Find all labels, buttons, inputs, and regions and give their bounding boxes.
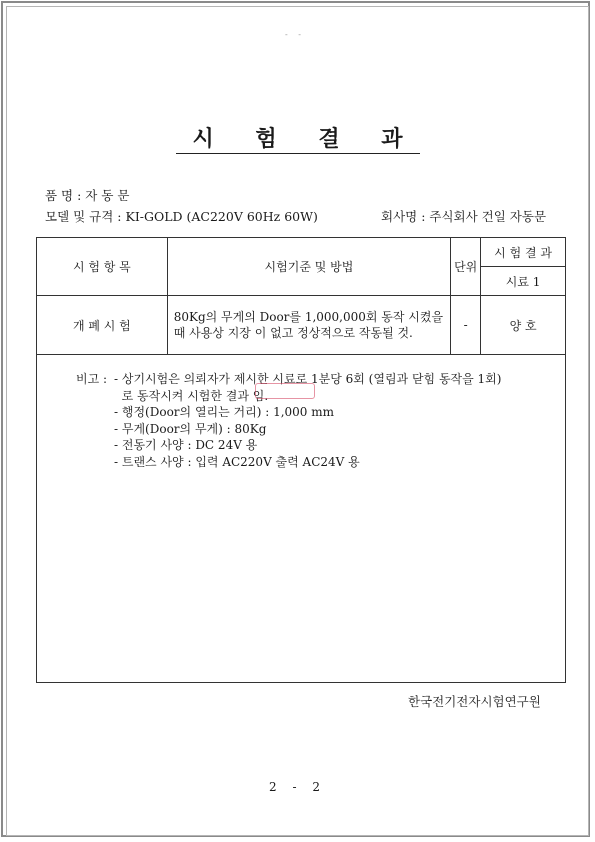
- remarks-item-5: - 트랜스 사양 : 입력 AC220V 출력 AC24V 용: [114, 454, 360, 469]
- organization-name: 한국전기전자시험연구원: [408, 694, 541, 709]
- remarks-item-1-line-b: 로 동작시켜 시험한 결과 임.: [114, 388, 269, 403]
- table-header-row: [37, 238, 566, 267]
- remarks-item-1-line-a: - 상기시험은 의뢰자가 제시한 시료로 1분당 6회 (열림과 닫힘 동작을 1회): [114, 372, 502, 386]
- remarks-item-2: - 행정(Door의 열리는 거리) : 1,000 mm: [114, 405, 335, 419]
- header-test-method: 시험기준 및 방법: [167, 238, 450, 296]
- header-unit: 단위: [451, 238, 481, 296]
- cell-test-method: 80Kg의 무게의 Door를 1,000,000회 동작 시켰을 때 사용상 지장 이 없고 정상적으로 작동될 것.: [167, 296, 450, 355]
- header-test-result: 시 험 결 과: [481, 238, 566, 267]
- product-line: [45, 186, 129, 204]
- model-line: [45, 207, 318, 225]
- product-label: 품 명 :: [45, 188, 86, 203]
- cell-unit: -: [451, 296, 481, 355]
- model-label: 모델 및 규격 :: [45, 209, 126, 224]
- remarks-label: 비고 :: [76, 372, 108, 386]
- header-sample: 시료 1: [481, 267, 566, 296]
- company-label: 회사명 :: [381, 209, 430, 224]
- cell-result: 양 호: [481, 296, 566, 355]
- company-line: [381, 207, 546, 225]
- remarks-item-3: - 무게(Door의 무게) : 80Kg: [114, 421, 267, 436]
- page-number: 2 - 2: [269, 780, 326, 794]
- header-test-item: 시 험 항 목: [37, 238, 168, 296]
- company-value: 주식회사 건일 자동문: [429, 209, 547, 224]
- table-row: [37, 296, 566, 355]
- remarks-item-4: - 전동기 사양 : DC 24V 용: [114, 438, 258, 452]
- document-title: 시 험 결 과: [176, 126, 420, 154]
- top-marks: - -: [285, 30, 305, 39]
- cell-test-item: 개 폐 시 험: [37, 296, 168, 355]
- faint-stamp-mark: [255, 383, 315, 399]
- results-table: [36, 237, 566, 355]
- title-container: [0, 126, 595, 154]
- model-value: KI-GOLD (AC220V 60Hz 60W): [125, 209, 318, 224]
- product-value: 자 동 문: [85, 188, 130, 203]
